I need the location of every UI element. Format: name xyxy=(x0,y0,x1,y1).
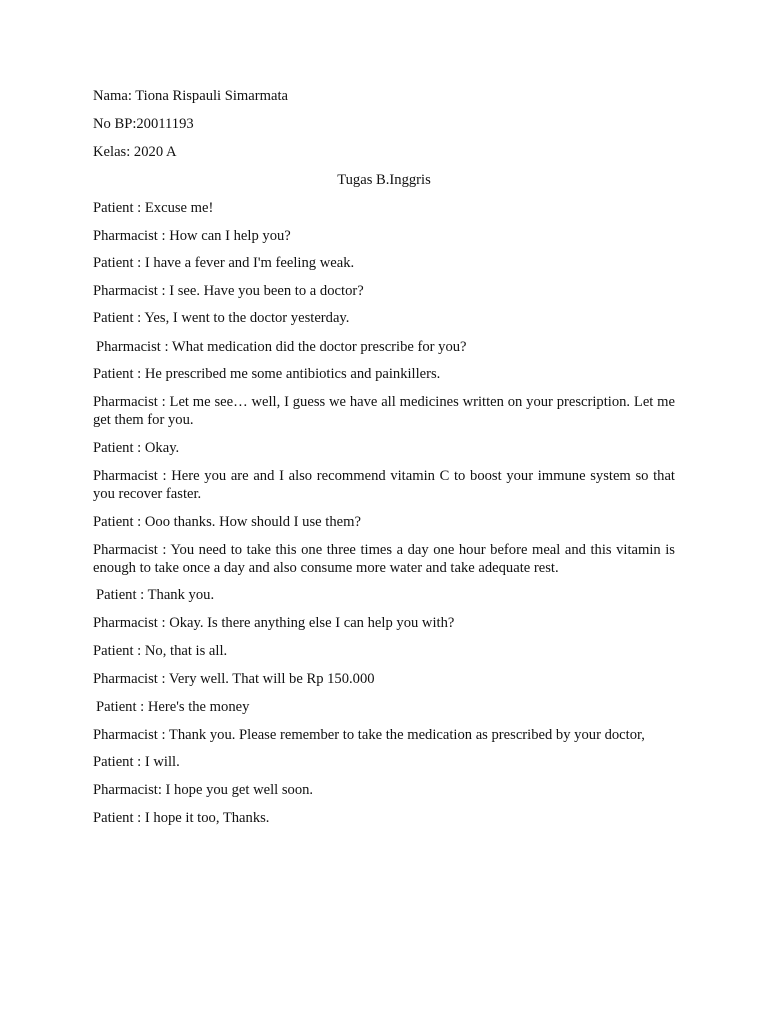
dialogue-line: Patient : He prescribed me some antibiotics and painkillers. xyxy=(93,366,441,382)
dialogue-line: Pharmacist : Okay. Is there anything else I can help you with? xyxy=(93,615,455,631)
dialogue-line: Patient : I have a fever and I'm feeling weak. xyxy=(93,255,355,271)
student-name: Nama: Tiona Rispauli Simarmata xyxy=(93,88,288,104)
dialogue-line: Patient : Thank you. xyxy=(96,587,215,603)
dialogue-line: Patient : No, that is all. xyxy=(93,643,228,659)
dialogue-line: Pharmacist : Here you are and I also recommend vitamin C to boost your immune system so that you recover faster. xyxy=(93,468,675,502)
dialogue-line: Patient : I hope it too, Thanks. xyxy=(93,810,270,826)
dialogue-line: Patient : Yes, I went to the doctor yesterday. xyxy=(93,310,350,326)
dialogue-line: Pharmacist: I hope you get well soon. xyxy=(93,782,314,798)
dialogue-line: Patient : Okay. xyxy=(93,440,180,456)
dialogue-line: Pharmacist : I see. Have you been to a doctor? xyxy=(93,283,364,299)
dialogue-line: Patient : Excuse me! xyxy=(93,200,214,216)
dialogue-line: Pharmacist : Thank you. Please remember to take the medication as prescribed by your doctor, xyxy=(93,727,645,743)
dialogue-line: Pharmacist : What medication did the doctor prescribe for you? xyxy=(96,339,467,355)
dialogue-line: Patient : Ooo thanks. How should I use them? xyxy=(93,514,361,530)
dialogue-line: Pharmacist : Very well. That will be Rp 150.000 xyxy=(93,671,375,687)
dialogue-line: Pharmacist : You need to take this one three times a day one hour before meal and this vitamin is enough to take once a day and also consume more water and take adequate rest. xyxy=(93,542,675,576)
student-id: No BP:20011193 xyxy=(93,116,194,132)
document-title: Tugas B.Inggris xyxy=(337,172,431,188)
dialogue-line: Patient : I will. xyxy=(93,754,180,770)
dialogue-line: Patient : Here's the money xyxy=(96,699,250,715)
student-class: Kelas: 2020 A xyxy=(93,144,177,160)
dialogue-line: Pharmacist : How can I help you? xyxy=(93,228,291,244)
dialogue-line: Pharmacist : Let me see… well, I guess we have all medicines written on your prescription. Let me get them for you. xyxy=(93,394,675,428)
